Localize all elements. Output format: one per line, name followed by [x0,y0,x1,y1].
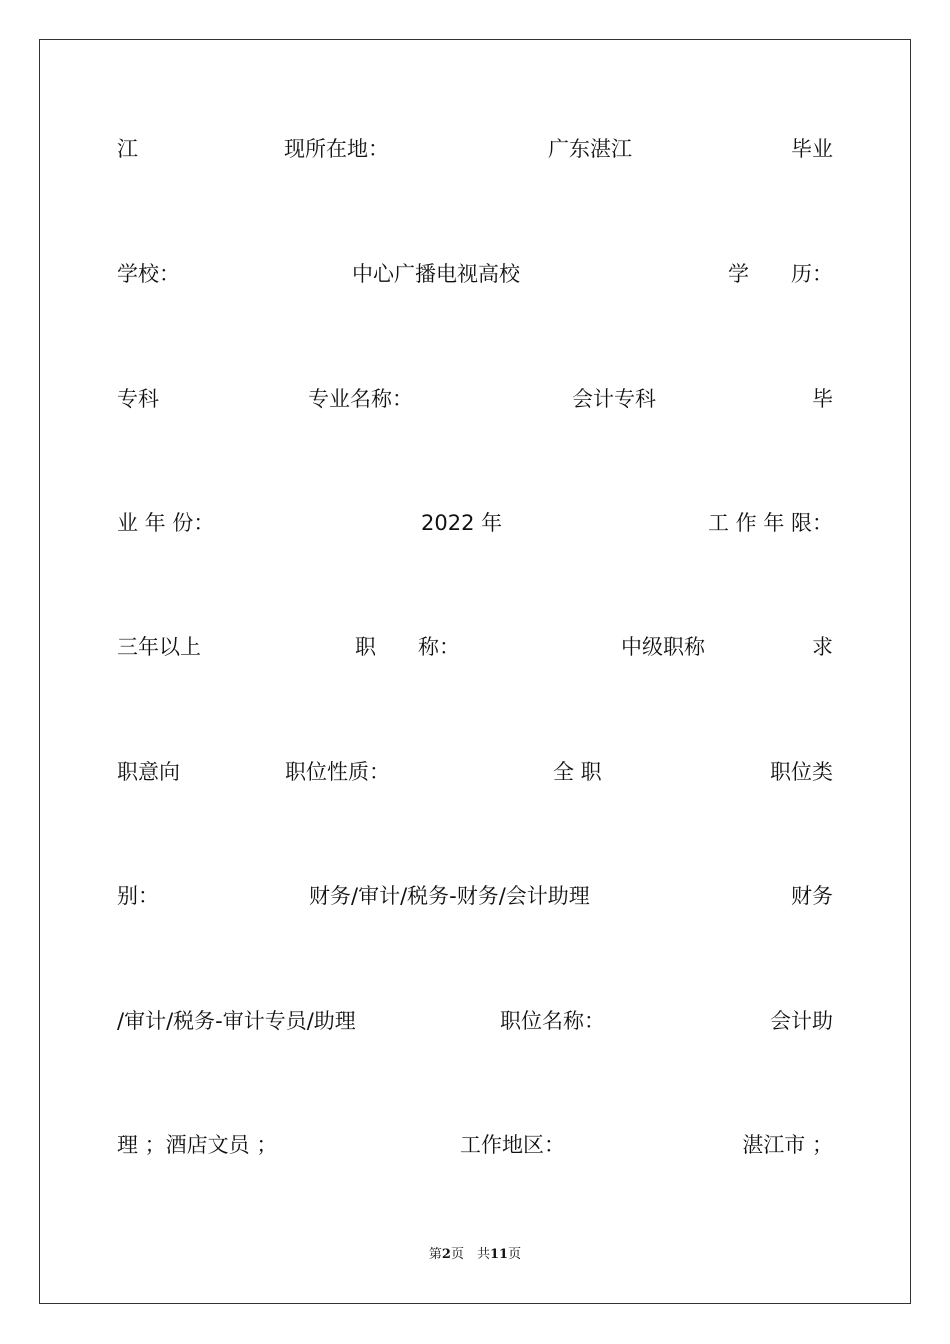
text-segment: /审计/税务-审计专员/助理 [117,1009,356,1033]
text-segment: 会计专科 [572,387,656,411]
text-segment: 中心广播电视高校 [352,262,520,286]
page-frame [39,39,911,1304]
footer-page-suffix: 页 共 [450,1247,490,1262]
text-segment: 工作地区： [460,1133,565,1157]
text-segment: 职位性质： [285,760,390,784]
text-line [117,384,833,414]
footer-total-suffix: 页 [508,1247,522,1262]
text-segment: 理 ；酒店文员 ； [117,1133,278,1157]
text-segment: 现所在地： [284,137,389,161]
text-segment: 毕业 [791,137,833,161]
page-number-footer [0,1245,950,1265]
text-segment: 财务 [791,884,833,908]
text-line [117,259,833,289]
text-line [117,1130,833,1160]
text-segment: 毕 [812,387,833,411]
current-page-number: 2 [441,1247,451,1262]
text-line [117,881,833,911]
text-line [117,134,833,164]
text-line [117,1006,833,1036]
text-segment: 广东湛江 [548,137,632,161]
text-segment: 全 职 [553,760,602,784]
text-segment: 职 称： [355,635,460,659]
text-segment: 财务/审计/税务-财务/会计助理 [309,884,590,908]
text-line [117,508,833,538]
text-segment: 湛江市 ； [742,1133,833,1157]
text-segment: 江 [117,137,138,161]
text-segment: 专科 [117,387,159,411]
text-segment: 别： [117,884,159,908]
text-segment: 学 历： [728,262,833,286]
text-segment: 工 作 年 限： [707,511,833,535]
text-segment: 三年以上 [117,635,201,659]
text-segment: 职位名称： [500,1009,605,1033]
text-segment: 职意向 [117,760,180,784]
total-pages-number: 11 [489,1247,509,1262]
text-segment: 中级职称 [621,635,705,659]
text-line [117,632,833,662]
text-segment: 学校： [117,262,180,286]
text-segment: 职位类 [770,760,833,784]
text-segment: 求 [812,635,833,659]
text-segment: 业 年 份： [117,511,215,535]
text-segment: 2022 年 [421,511,503,535]
text-segment: 专业名称： [308,387,413,411]
text-segment: 会计助 [770,1009,833,1033]
footer-prefix: 第 [428,1247,442,1262]
text-line [117,757,833,787]
